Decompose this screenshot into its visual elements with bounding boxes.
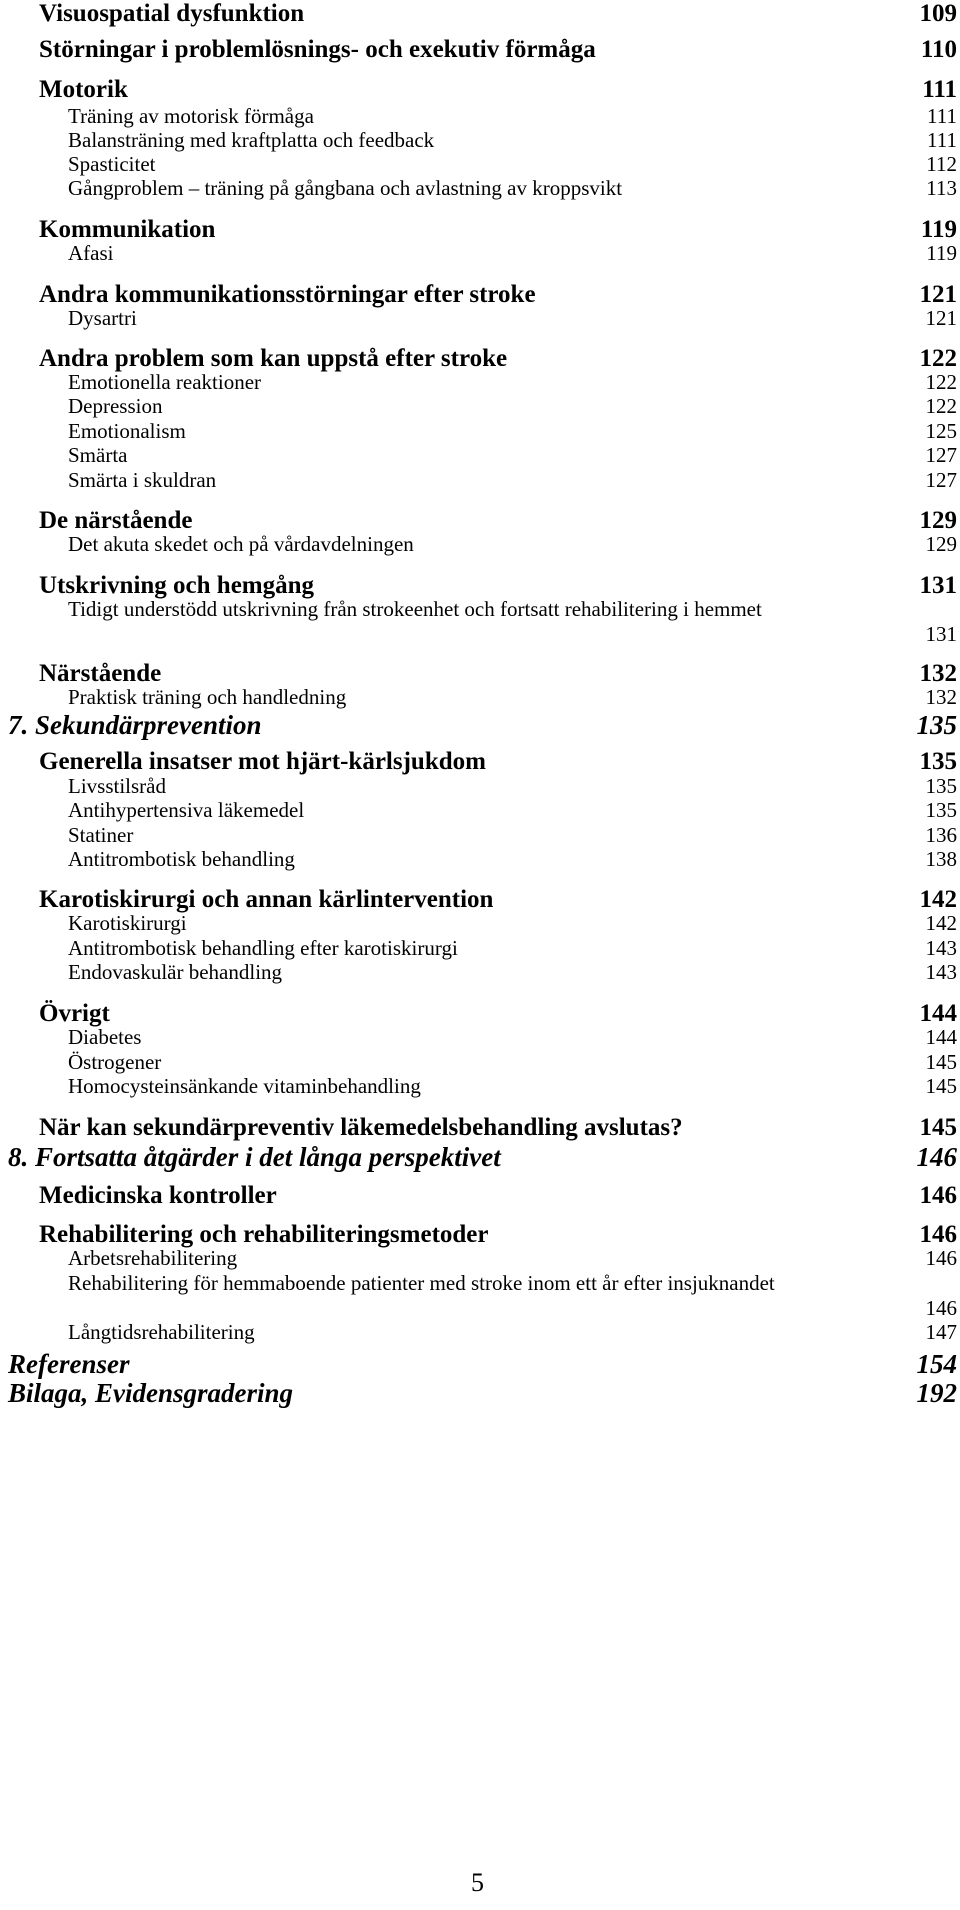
toc-entry-title: Andra problem som kan uppstå efter stroke [39, 345, 508, 372]
toc-entry-page: 138 [925, 847, 957, 871]
toc-entry-page: 144 [919, 1000, 957, 1027]
toc-entry-page: 132 [925, 685, 957, 709]
toc-entry-title: Antitrombotisk behandling efter karotiskirurgi [68, 936, 458, 960]
toc-entry-page: 122 [925, 370, 957, 394]
toc-entry-page: 154 [916, 1349, 957, 1379]
toc-entry-page: 145 [925, 1050, 957, 1074]
toc-entry-title: Motorik [39, 76, 128, 103]
toc-entry-title: Afasi [68, 241, 114, 265]
toc-entry-page: 144 [925, 1025, 957, 1049]
toc-entry [68, 960, 957, 990]
toc-entry-title: Emotionalism [68, 419, 186, 443]
toc-entry [68, 1074, 957, 1104]
toc-entry-title: Närstående [39, 660, 162, 687]
toc-entry-page: 146 [925, 1246, 957, 1270]
toc-entry-page: 132 [919, 660, 957, 687]
toc-entry-title: Diabetes [68, 1025, 142, 1049]
toc-entry-page: 121 [919, 281, 957, 308]
toc-entry-title: Arbetsrehabilitering [68, 1246, 238, 1270]
toc-entry-page: 146 [925, 1296, 957, 1320]
toc-entry [8, 1378, 957, 1408]
toc-entry [39, 76, 957, 106]
toc-entry-title: Referenser [8, 1349, 130, 1379]
toc-entry-page: 112 [926, 152, 957, 176]
toc-entry-page: 146 [919, 1182, 957, 1209]
toc-entry-page: 121 [925, 306, 957, 330]
toc-entry-page: 125 [925, 419, 957, 443]
toc-entry-title: Antihypertensiva läkemedel [68, 798, 305, 822]
toc-entry-page: 131 [919, 572, 957, 599]
toc-entry-page: 109 [919, 0, 957, 27]
toc-entry-page: 145 [919, 1114, 957, 1141]
toc-entry-title: Östrogener [68, 1050, 162, 1074]
toc-entry-page: 147 [925, 1320, 957, 1344]
toc-entry-title: Antitrombotisk behandling [68, 847, 295, 871]
toc-entry-page: 136 [925, 823, 957, 847]
toc-entry-page: 145 [925, 1074, 957, 1098]
toc-entry-title: Visuospatial dysfunktion [39, 0, 305, 27]
toc-entry-page: 122 [925, 394, 957, 418]
toc-entry-title: Rehabilitering för hemmaboende patienter med stroke inom ett år efter insjuknandet [68, 1271, 775, 1295]
toc-entry-page: 135 [925, 798, 957, 822]
toc-entry-title: De närstående [39, 507, 193, 534]
toc-entry-title: Det akuta skedet och på vårdavdelningen [68, 532, 414, 556]
toc-entry-page: 111 [927, 128, 957, 152]
toc-entry-title: Karotiskirurgi och annan kärlintervention [39, 886, 494, 913]
toc-entry-page: 119 [926, 241, 957, 265]
toc-entry-title: Bilaga, Evidensgradering [8, 1378, 294, 1408]
toc-entry-title: Andra kommunikationsstörningar efter stroke [39, 281, 536, 308]
toc-entry [39, 36, 957, 66]
toc-entry-title: När kan sekundärpreventiv läkemedelsbehandling avslutas? [39, 1114, 683, 1141]
toc-entry-title: Praktisk träning och handledning [68, 685, 347, 709]
toc-entry [68, 176, 957, 206]
toc-entry-page: 119 [920, 216, 957, 243]
toc-entry-page: 110 [920, 36, 957, 63]
toc-entry-page: 146 [919, 1221, 957, 1248]
toc-entry-page: 113 [926, 176, 957, 200]
toc-entry-page: 111 [927, 104, 957, 128]
toc-entry-page: 129 [925, 532, 957, 556]
toc-entry-title: Störningar i problemlösnings- och exekutiv förmåga [39, 36, 596, 63]
toc-entry-page: 143 [925, 936, 957, 960]
toc-entry [68, 1320, 957, 1350]
toc-entry-page: 129 [919, 507, 957, 534]
toc-entry-title: Endovaskulär behandling [68, 960, 283, 984]
toc-entry-page: 142 [925, 911, 957, 935]
toc-entry-title: Statiner [68, 823, 134, 847]
toc-entry-title: Karotiskirurgi [68, 911, 187, 935]
toc-entry-title: 7. Sekundärprevention [8, 710, 262, 740]
toc-entry-title: Homocysteinsänkande vitaminbehandling [68, 1074, 421, 1098]
toc-entry-page: 131 [925, 622, 957, 646]
toc-entry [68, 468, 957, 498]
toc-entry-page: 146 [916, 1142, 957, 1172]
toc-entry-title: Medicinska kontroller [39, 1182, 277, 1209]
toc-entry-title: Kommunikation [39, 216, 216, 243]
toc-entry-title: Spasticitet [68, 152, 156, 176]
toc-entry [68, 622, 957, 652]
toc-entry-title: Generella insatser mot hjärt-kärlsjukdom [39, 748, 486, 775]
toc-entry-page: 135 [919, 748, 957, 775]
toc-entry-title: Övrigt [39, 1000, 110, 1027]
toc-entry-page: 135 [916, 710, 957, 740]
toc-entry-title: Dysartri [68, 306, 137, 330]
toc-entry-title: Rehabilitering och rehabiliteringsmetoder [39, 1221, 489, 1248]
toc-entry [39, 0, 957, 30]
toc-entry-title: Utskrivning och hemgång [39, 572, 315, 599]
toc-entry-page: 142 [919, 886, 957, 913]
toc-entry-title: Långtidsrehabilitering [68, 1320, 255, 1344]
toc-entry-page: 192 [916, 1378, 957, 1408]
toc-entry [8, 1349, 957, 1379]
page-number: 5 [471, 1868, 484, 1897]
toc-entry-title: 8. Fortsatta åtgärder i det långa perspektivet [8, 1142, 501, 1172]
toc-entry-page: 127 [925, 443, 957, 467]
toc-entry-page: 127 [925, 468, 957, 492]
toc-entry-page: 135 [925, 774, 957, 798]
toc-entry [39, 1114, 957, 1144]
toc-entry [68, 847, 957, 877]
toc-entry [68, 241, 957, 271]
toc-entry-page: 111 [922, 76, 957, 103]
toc-entry-title: Smärta [68, 443, 128, 467]
toc-entry [8, 1142, 957, 1172]
toc-entry-title: Gångproblem – träning på gångbana och avlastning av kroppsvikt [68, 176, 623, 200]
toc-entry-title: Emotionella reaktioner [68, 370, 262, 394]
toc-entry [68, 306, 957, 336]
toc-entry-page: 122 [919, 345, 957, 372]
toc-entry-page: 143 [925, 960, 957, 984]
toc-entry [68, 532, 957, 562]
toc-entry-title: Träning av motorisk förmåga [68, 104, 314, 128]
toc-entry-title: Livsstilsråd [68, 774, 166, 798]
toc-entry-title: Depression [68, 394, 163, 418]
toc-entry-title: Smärta i skuldran [68, 468, 217, 492]
toc-entry [39, 1182, 957, 1212]
toc-entry-title: Balansträning med kraftplatta och feedback [68, 128, 435, 152]
toc-entry [8, 710, 957, 740]
toc-entry-title: Tidigt understödd utskrivning från strokeenhet och fortsatt rehabilitering i hemmet [68, 597, 762, 621]
